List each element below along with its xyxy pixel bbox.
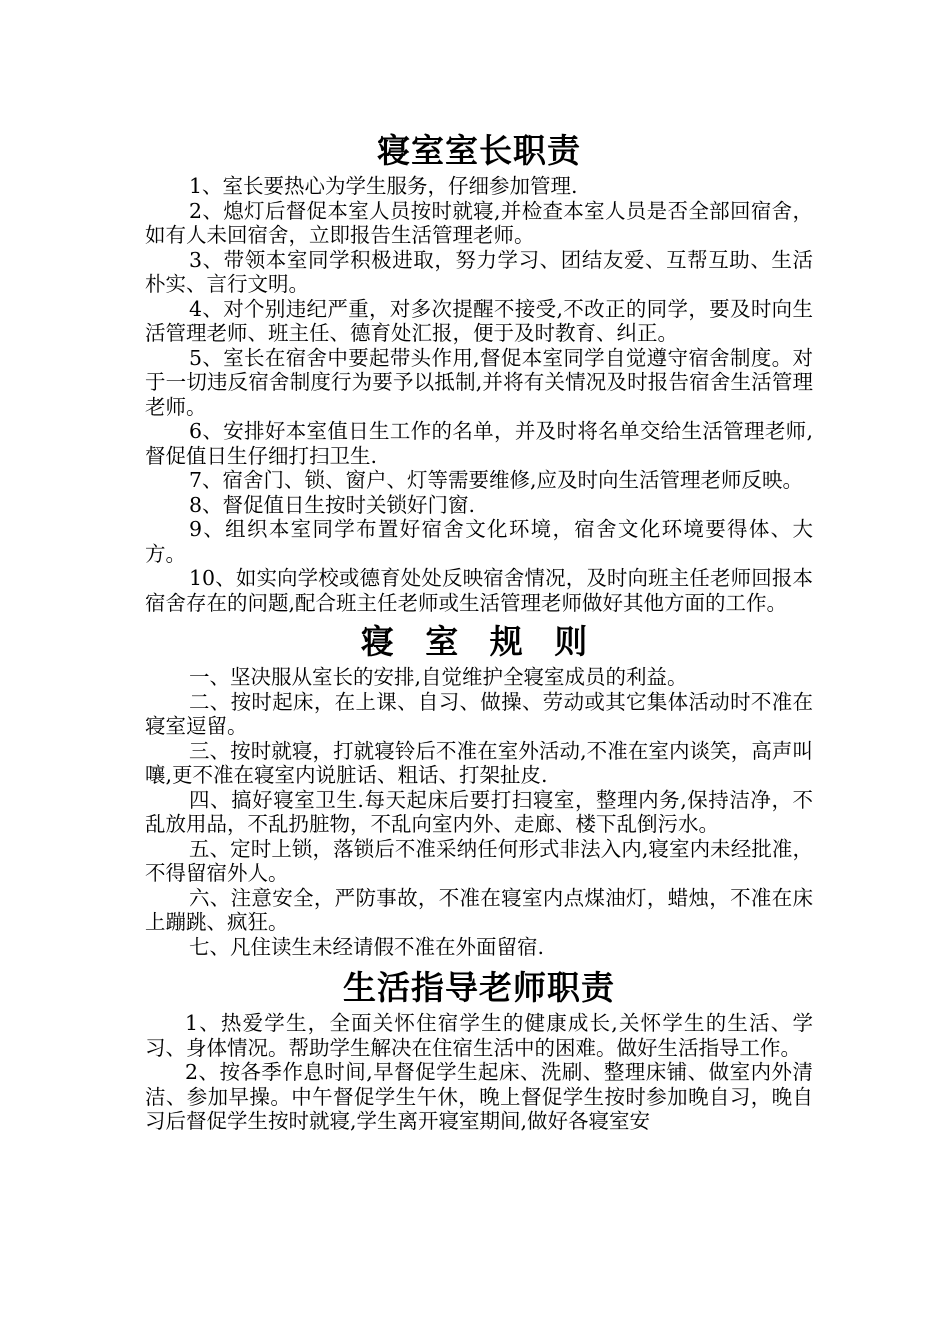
paragraph: 四、搞好寝室卫生.每天起床后要打扫寝室，整理内务,保持洁净，不乱放用品，不乱扔脏物，不乱向室内外、走廊、楼下乱倒污水。 [145,787,813,836]
paragraph: 5、室长在宿舍中要起带头作用,督促本室同学自觉遵守宿舍制度。对于一切违反宿舍制度行为要予以抵制,并将有关情况及时报告宿舍生活管理老师。 [145,345,813,419]
paragraph: 一、坚决服从室长的安排,自觉维护全寝室成员的利益。 [189,665,688,689]
paragraph: 六、注意安全，严防事故，不准在寝室内点煤油灯，蜡烛，不准在床上蹦跳、疯狂。 [145,885,813,934]
section-dorm-rules [145,619,813,959]
paragraph: 1、热爱学生，全面关怀住宿学生的健康成长,关怀学生的生活、学习、身体情况。帮助学生解决在住宿生活中的困难。做好生活指导工作。 [145,1011,813,1060]
paragraph: 8、督促值日生按时关锁好门窗. [189,492,476,517]
paragraph: 6、安排好本室值日生工作的名单，并及时将名单交给生活管理老师,督促值日生仔细打扫卫生. [145,419,813,468]
paragraph: 3、带领本室同学积极进取，努力学习、团结友爱、互帮互助、生活朴实、言行文明。 [145,247,813,296]
section-life-teacher-duties [145,965,813,1134]
paragraph: 七、凡住读生未经请假不准在外面留宿. [189,934,545,959]
paragraph: 2、按各季作息时间,早督促学生起床、洗刷、整理床铺、做室内外清洁、参加早操。中午督促学生午休，晚上督促学生按时参加晚自习，晚自习后督促学生按时就寝,学生离开寝室期间,做好各寝室安 [145,1060,813,1133]
paragraph: 三、按时就寝，打就寝铃后不准在室外活动,不准在室内谈笑，高声叫嚷,更不准在寝室内说脏话、粗话、打架扯皮. [145,738,813,787]
section-title: 寝 室 规 则 [360,622,598,661]
paragraph: 7、宿舍门、锁、窗户、灯等需要维修,应及时向生活管理老师反映。 [189,468,804,492]
document-content [145,128,813,1134]
section-title: 生活指导老师职责 [343,968,615,1007]
paragraph: 2、熄灯后督促本室人员按时就寝,并检查本室人员是否全部回宿舍，如有人未回宿舍，立即报告生活管理老师。 [145,198,813,247]
paragraph: 9、组织本室同学布置好宿舍文化环境，宿舍文化环境要得体、大方。 [145,517,813,566]
paragraph: 五、定时上锁，落锁后不准采纳任何形式非法入内,寝室内未经批准，不得留宿外人。 [145,836,813,885]
paragraph: 4、对个别违纪严重，对多次提醒不接受,不改正的同学，要及时向生活管理老师、班主任、德育处汇报，便于及时教育、纠正。 [145,296,813,345]
paragraph: 1、室长要热心为学生服务，仔细参加管理. [189,174,578,198]
paragraph: 二、按时起床，在上课、自习、做操、劳动或其它集体活动时不准在寝室逗留。 [145,689,813,738]
section-title: 寝室室长职责 [377,131,581,170]
section-dorm-leader-duties [145,128,813,615]
paragraph: 10、如实向学校或德育处处反映宿舍情况，及时向班主任老师回报本宿舍存在的问题,配合班主任老师或生活管理老师做好其他方面的工作。 [145,566,813,615]
